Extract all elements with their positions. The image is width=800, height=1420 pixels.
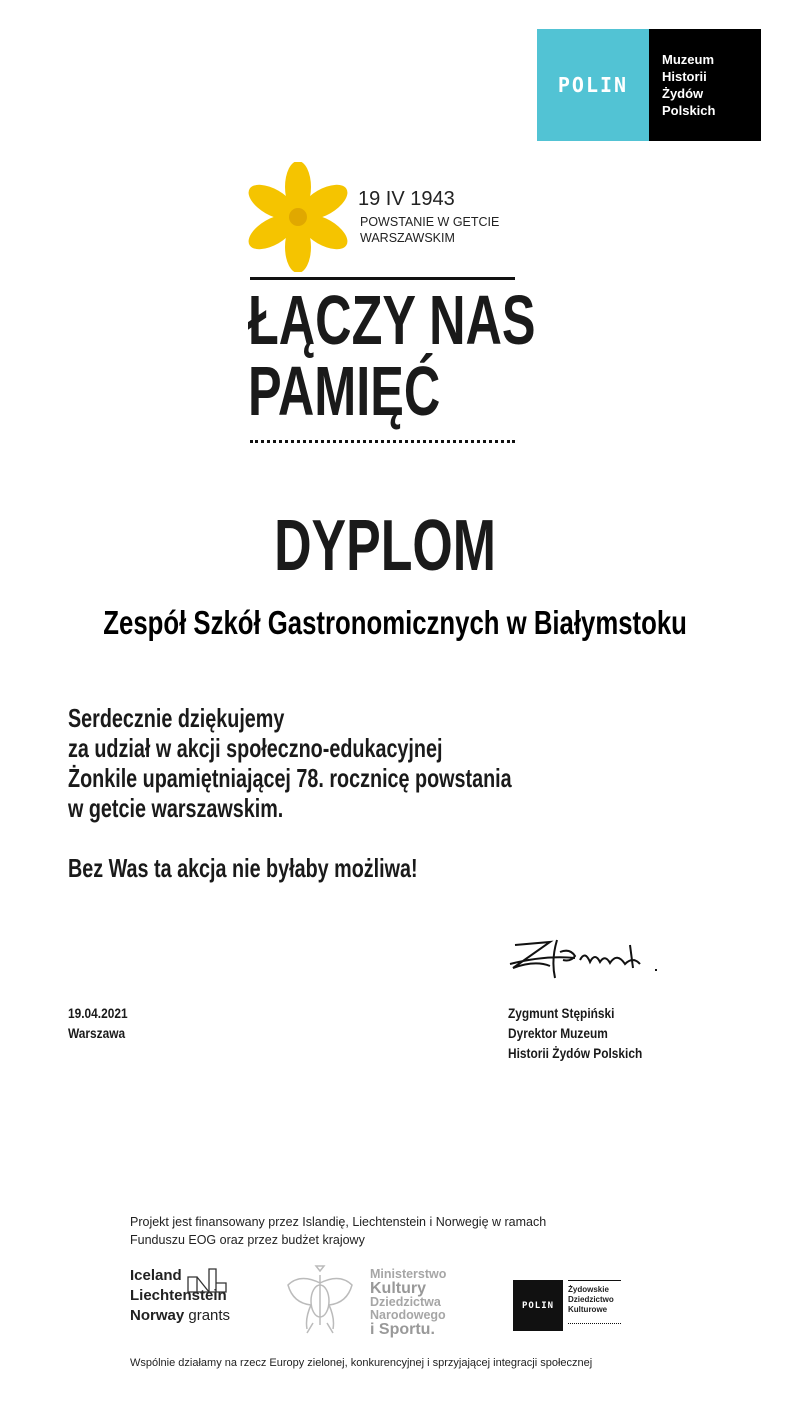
message-line: za udział w akcji społeczno-edukacyjnej: [68, 733, 443, 763]
logo-line: Muzeum: [662, 52, 714, 67]
slogan-line: PAMIĘĆ: [248, 352, 441, 430]
motto: Wspólnie działamy na rzecz Europy zielonej, konkurencyjnej i sprzyjającej integracji społecznej: [130, 1357, 593, 1369]
polish-eagle-emblem: [285, 1263, 355, 1338]
museum-name: [649, 29, 761, 141]
ministry-line: Dziedzictwa: [370, 1295, 441, 1309]
funding-line: Projekt jest finansowany przez Islandię, Liechtenstein i Norwegię w ramach: [130, 1215, 547, 1229]
heritage-line: Kulturowe: [568, 1305, 608, 1314]
uprising-date: 19 IV 1943: [358, 188, 455, 210]
recipient: [0, 604, 790, 642]
caption-line: POWSTANIE W GETCIE: [360, 215, 500, 229]
title-text: DYPLOM: [274, 506, 496, 586]
closing-line: Bez Was ta akcja nie byłaby możliwa!: [68, 853, 418, 883]
funding-note: [130, 1213, 546, 1249]
date: 19.04.2021: [68, 1005, 128, 1021]
signatory-role: Dyrektor Muzeum: [508, 1025, 608, 1041]
grants-word: Liechtenstein: [130, 1287, 227, 1304]
daffodil-icon: [248, 162, 348, 272]
divider: [250, 277, 515, 280]
dotted-divider: [250, 440, 515, 443]
logo-line: Polskich: [662, 103, 716, 118]
place-date: [68, 1003, 128, 1043]
diploma-title: [0, 505, 770, 587]
heritage-line: Dziedzictwo: [568, 1295, 614, 1304]
logo-line: Historii: [662, 69, 707, 84]
grants-word: Iceland: [130, 1267, 182, 1284]
heritage-line: Żydowskie: [568, 1285, 609, 1294]
ministry-line: i Sportu.: [370, 1321, 435, 1338]
message: [68, 703, 512, 883]
polin-wordmark: POLIN: [537, 29, 649, 141]
ministry-line: Ministerstwo: [370, 1267, 447, 1281]
polin-heritage-wordmark: POLIN: [513, 1280, 563, 1331]
polin-museum-logo: [537, 29, 761, 141]
polin-heritage-text: [568, 1280, 621, 1324]
recipient-text: Zespół Szkół Gastronomicznych w Białymstoku: [103, 604, 687, 641]
grants-word: Norway: [130, 1307, 185, 1324]
message-line: w getcie warszawskim.: [68, 793, 284, 823]
grants-bars-icon: [187, 1265, 227, 1293]
ministry-line: Narodowego: [370, 1308, 446, 1322]
ministry-line: Kultury: [370, 1280, 426, 1297]
caption-line: WARSZAWSKIM: [360, 231, 455, 245]
signatory-name: Zygmunt Stępiński: [508, 1005, 615, 1021]
place: Warszawa: [68, 1025, 126, 1041]
signatory: [508, 1003, 642, 1063]
grants-word: grants: [188, 1307, 231, 1324]
slogan-line: ŁĄCZY NAS: [248, 281, 536, 359]
uprising-caption: [360, 214, 499, 246]
signatory-role: Historii Żydów Polskich: [508, 1045, 643, 1061]
funding-line: Funduszu EOG oraz przez budżet krajowy: [130, 1233, 365, 1247]
logo-line: Żydów: [662, 86, 704, 101]
message-line: Żonkile upamiętniającej 78. rocznicę powstania: [68, 763, 512, 793]
signature: [505, 930, 670, 985]
ministry-logo: [370, 1268, 446, 1338]
message-line: Serdecznie dziękujemy: [68, 703, 285, 733]
